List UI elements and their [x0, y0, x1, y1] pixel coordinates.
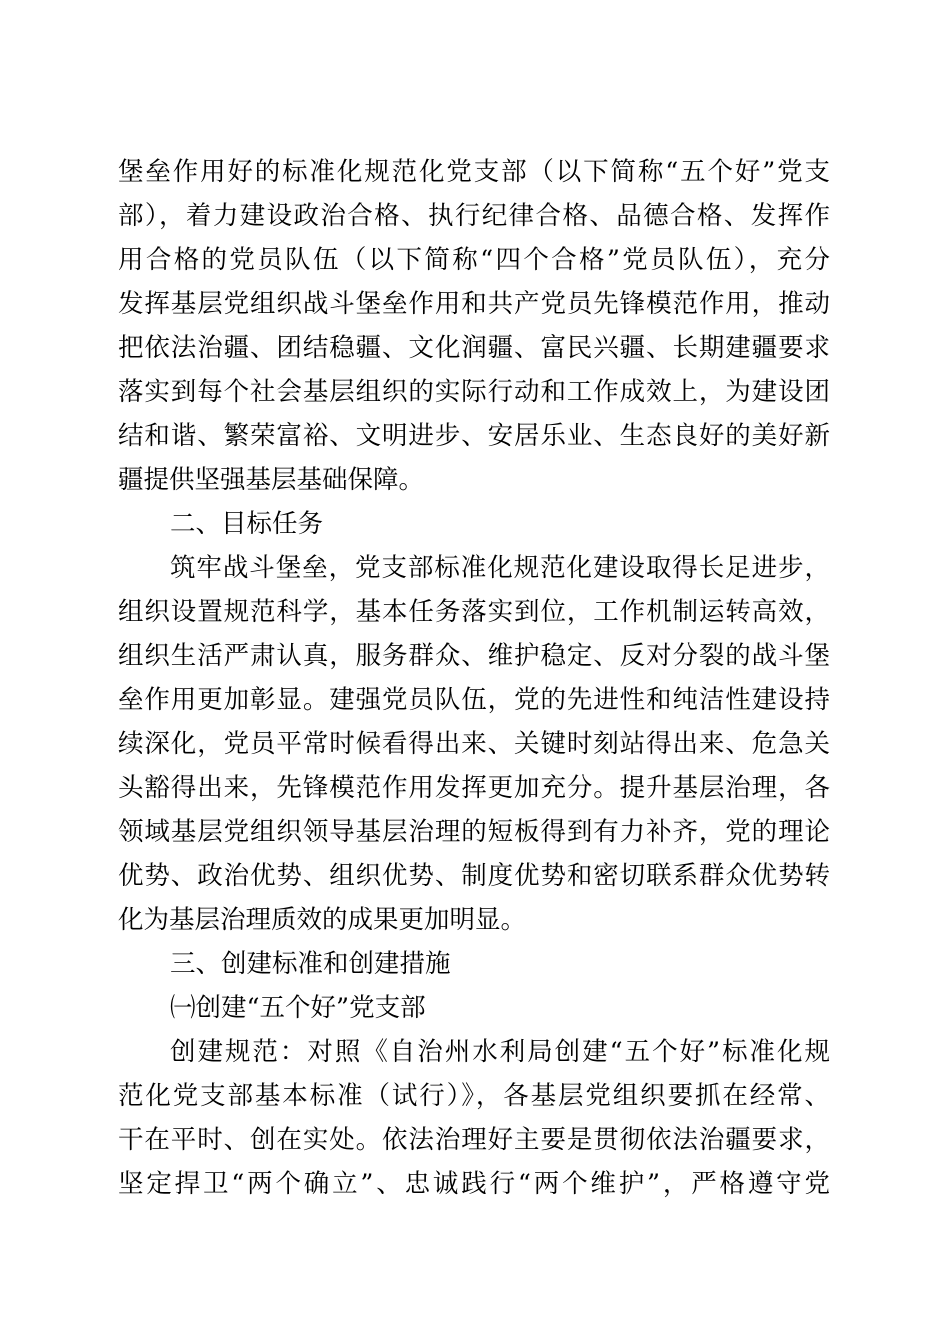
text-line: 部），着力建设政治合格、执行纪律合格、品德合格、发挥作 [118, 201, 830, 231]
paragraph-goals [118, 546, 830, 942]
text-line: 创建规范：对照《自治州水利局创建“五个好”标准化规 [170, 1037, 830, 1067]
heading-line: ㈠创建“五个好”党支部 [170, 993, 426, 1023]
text-line: 化为基层治理质效的成果更加明显。 [118, 905, 527, 935]
subsection-heading-five-good [118, 986, 830, 1030]
text-line: 优势、政治优势、组织优势、制度优势和密切联系群众优势转 [118, 861, 830, 891]
text-line: 发挥基层党组织战斗堡垒作用和共产党员先锋模范作用，推动 [118, 289, 830, 319]
text-line: 坚定捍卫“两个确立”、忠诚践行“两个维护”，严格遵守党 [118, 1169, 830, 1199]
text-line: 领域基层党组织领导基层治理的短板得到有力补齐，党的理论 [118, 817, 830, 847]
text-line: 组织生活严肃认真，服务群众、维护稳定、反对分裂的战斗堡 [118, 641, 830, 671]
text-line: 把依法治疆、团结稳疆、文化润疆、富民兴疆、长期建疆要求 [118, 333, 830, 363]
text-line: 续深化，党员平常时候看得出来、关键时刻站得出来、危急关 [118, 729, 830, 759]
text-line: 疆提供坚强基层基础保障。 [118, 465, 425, 495]
text-line: 筑牢战斗堡垒，党支部标准化规范化建设取得长足进步， [170, 553, 830, 583]
text-line: 结和谐、繁荣富裕、文明进步、安居乐业、生态良好的美好新 [118, 421, 830, 451]
text-line: 堡垒作用好的标准化规范化党支部（以下简称“五个好”党支 [118, 157, 830, 187]
text-line: 范化党支部基本标准（试行）》，各基层党组织要抓在经常、 [118, 1081, 830, 1111]
text-line: 组织设置规范科学，基本任务落实到位，工作机制运转高效， [118, 597, 830, 627]
paragraph-intro-continued [118, 150, 830, 502]
section-heading-standards [118, 942, 830, 986]
text-line: 垒作用更加彰显。建强党员队伍，党的先进性和纯洁性建设持 [118, 685, 830, 715]
document-page [118, 150, 830, 1206]
text-line: 干在平时、创在实处。依法治理好主要是贯彻依法治疆要求， [118, 1125, 830, 1155]
paragraph-standards [118, 1030, 830, 1206]
text-line: 头豁得出来，先锋模范作用发挥更加充分。提升基层治理，各 [118, 773, 830, 803]
heading-line: 三、创建标准和创建措施 [170, 949, 451, 979]
text-line: 用合格的党员队伍（以下简称“四个合格”党员队伍），充分 [118, 245, 830, 275]
text-line: 落实到每个社会基层组织的实际行动和工作成效上，为建设团 [118, 377, 830, 407]
heading-line: 二、目标任务 [170, 509, 324, 539]
section-heading-goals [118, 502, 830, 546]
